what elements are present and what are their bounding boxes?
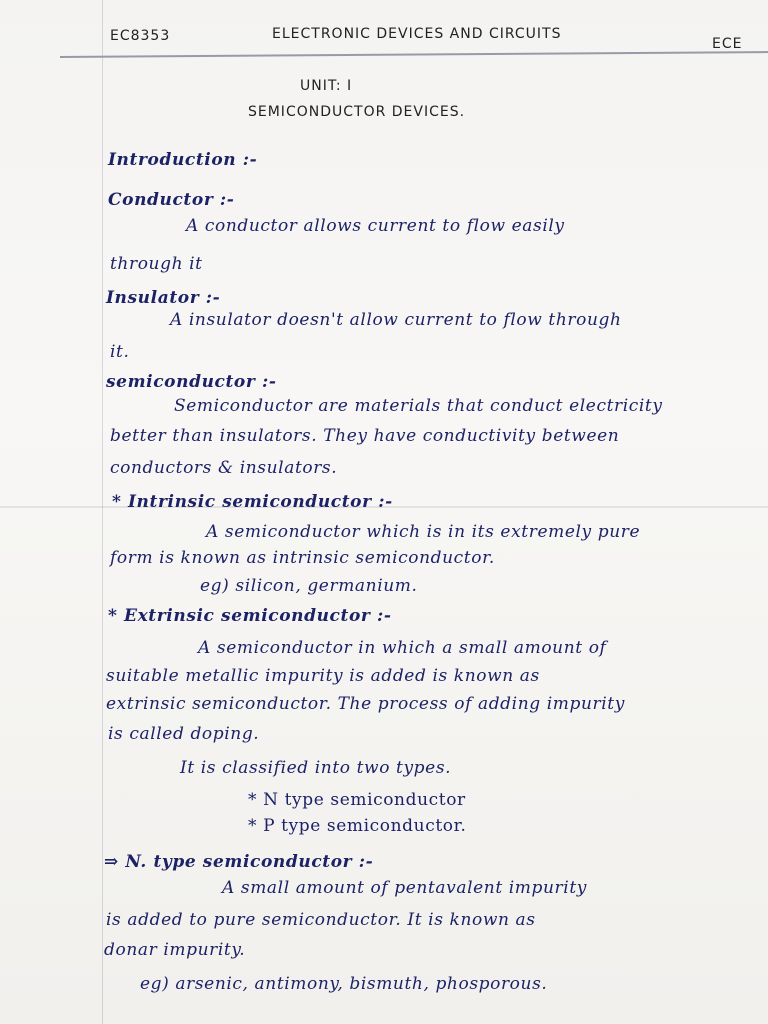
- intrinsic-text-line: A semiconductor which is in its extremely pure: [206, 522, 641, 542]
- course-code: EC8353: [110, 28, 171, 44]
- unit-title: SEMICONDUCTOR DEVICES.: [248, 104, 466, 120]
- extrinsic-heading: * Extrinsic semiconductor :-: [108, 606, 392, 626]
- department: ECE: [712, 36, 743, 52]
- conductor-heading: Conductor :-: [108, 190, 235, 210]
- insulator-heading: Insulator :-: [106, 288, 221, 308]
- ntype-example: eg) arsenic, antimony, bismuth, phosporous.: [140, 974, 548, 994]
- introduction-heading: Introduction :-: [108, 150, 258, 170]
- margin-line: [102, 0, 103, 1024]
- conductor-text-line: A conductor allows current to flow easily: [186, 216, 565, 236]
- intrinsic-text-line: form is known as intrinsic semiconductor.: [110, 548, 495, 568]
- ntype-heading: ⇒ N. type semiconductor :-: [104, 852, 374, 872]
- semiconductor-text-line: conductors & insulators.: [110, 458, 338, 478]
- extrinsic-text-line: suitable metallic impurity is added is known as: [106, 666, 540, 686]
- semiconductor-text-line: better than insulators. They have conductivity between: [110, 426, 620, 446]
- classified-line: It is classified into two types.: [180, 758, 452, 778]
- insulator-text-line: it.: [110, 342, 130, 362]
- intrinsic-example: eg) silicon, germanium.: [200, 576, 418, 596]
- type-list-item: * P type semiconductor.: [248, 816, 467, 836]
- extrinsic-text-line: is called doping.: [108, 724, 260, 744]
- ntype-text-line: A small amount of pentavalent impurity: [222, 878, 587, 898]
- unit-number: UNIT: I: [300, 78, 353, 94]
- course-title: ELECTRONIC DEVICES AND CIRCUITS: [272, 26, 562, 42]
- conductor-text-line: through it: [110, 254, 203, 274]
- type-list-item: * N type semiconductor: [248, 790, 466, 810]
- extrinsic-text-line: A semiconductor in which a small amount of: [198, 638, 607, 658]
- insulator-text-line: A insulator doesn't allow current to flow through: [170, 310, 622, 330]
- extrinsic-text-line: extrinsic semiconductor. The process of adding impurity: [106, 694, 625, 714]
- intrinsic-heading: * Intrinsic semiconductor :-: [112, 492, 393, 512]
- semiconductor-heading: semiconductor :-: [106, 372, 277, 392]
- ntype-text-line: donar impurity.: [104, 940, 246, 960]
- ntype-text-line: is added to pure semiconductor. It is known as: [106, 910, 536, 930]
- header-rule: [60, 51, 768, 58]
- semiconductor-text-line: Semiconductor are materials that conduct electricity: [174, 396, 663, 416]
